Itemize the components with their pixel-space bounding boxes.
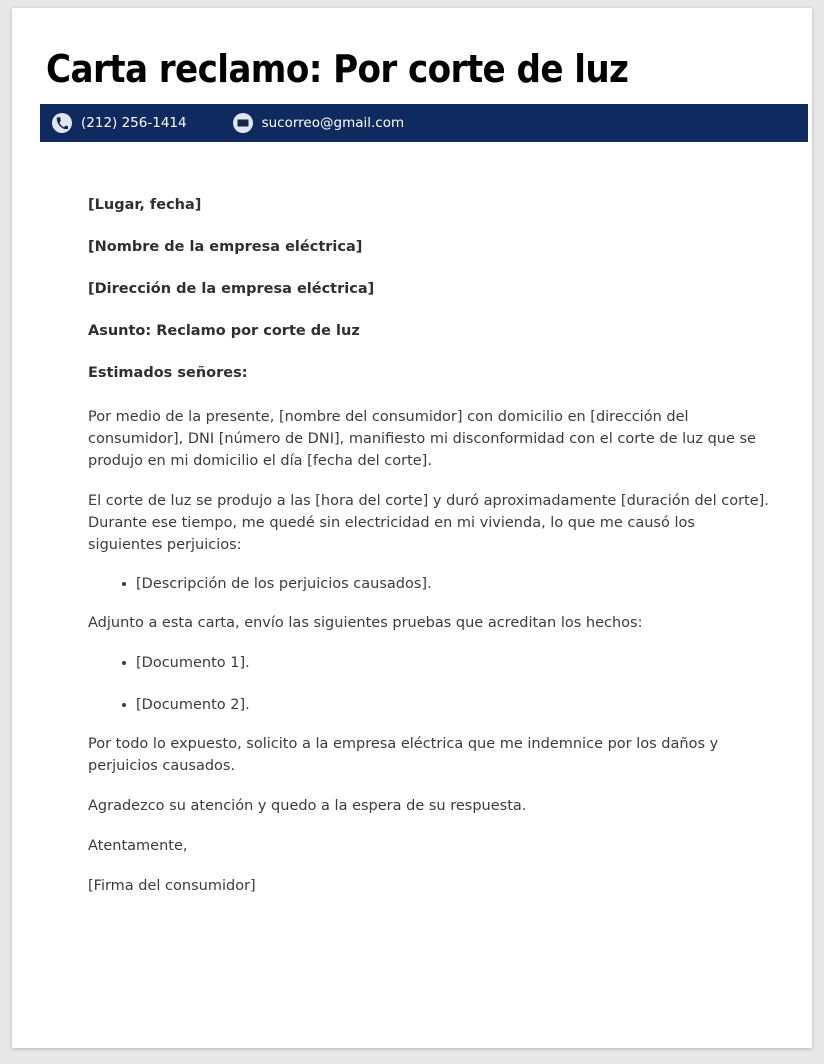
letter-closing: Atentamente, (88, 838, 188, 854)
email-address: sucorreo@gmail.com (261, 115, 405, 131)
contact-phone[interactable] (52, 113, 187, 133)
damages-list (88, 573, 770, 595)
paragraph-5: Agradezco su atención y quedo a la espera de su respuesta. (88, 798, 527, 814)
contact-bar (40, 104, 808, 142)
envelope-icon (233, 113, 253, 133)
contact-email[interactable] (233, 113, 405, 133)
list-item: [Documento 1]. (136, 652, 770, 674)
letter-signature: [Firma del consumidor] (88, 878, 256, 894)
paragraph-4: Por todo lo expuesto, solicito a la empresa eléctrica que me indemnice por los daños y perjuicios causados. (88, 736, 719, 774)
company-address: [Dirección de la empresa eléctrica] (88, 281, 375, 297)
phone-number: (212) 256-1414 (81, 115, 187, 131)
place-date: [Lugar, fecha] (88, 197, 202, 213)
list-item: [Documento 2]. (136, 694, 770, 716)
paragraph-2: El corte de luz se produjo a las [hora del corte] y duró aproximadamente [duración del corte]. Durante ese tiempo, me quedé sin electricidad en mi vivienda, lo que me causó los siguientes perjuicios: (88, 493, 769, 553)
evidence-list (88, 652, 770, 716)
phone-icon (52, 113, 72, 133)
paragraph-3: Adjunto a esta carta, envío las siguientes pruebas que acreditan los hechos: (88, 615, 643, 631)
letter-subject: Asunto: Reclamo por corte de luz (88, 323, 360, 339)
list-item: [Descripción de los perjuicios causados]. (136, 573, 770, 595)
letter-salutation: Estimados señores: (88, 365, 248, 381)
company-name: [Nombre de la empresa eléctrica] (88, 239, 363, 255)
document-page (12, 8, 812, 1048)
page-title: Carta reclamo: Por corte de luz (46, 47, 629, 91)
letter-body (88, 196, 770, 915)
paragraph-1: Por medio de la presente, [nombre del consumidor] con domicilio en [dirección del consumidor], DNI [número de DNI], manifiesto mi disconformidad con el corte de luz que se produjo en mi domicilio el día [fecha del corte]. (88, 409, 756, 469)
